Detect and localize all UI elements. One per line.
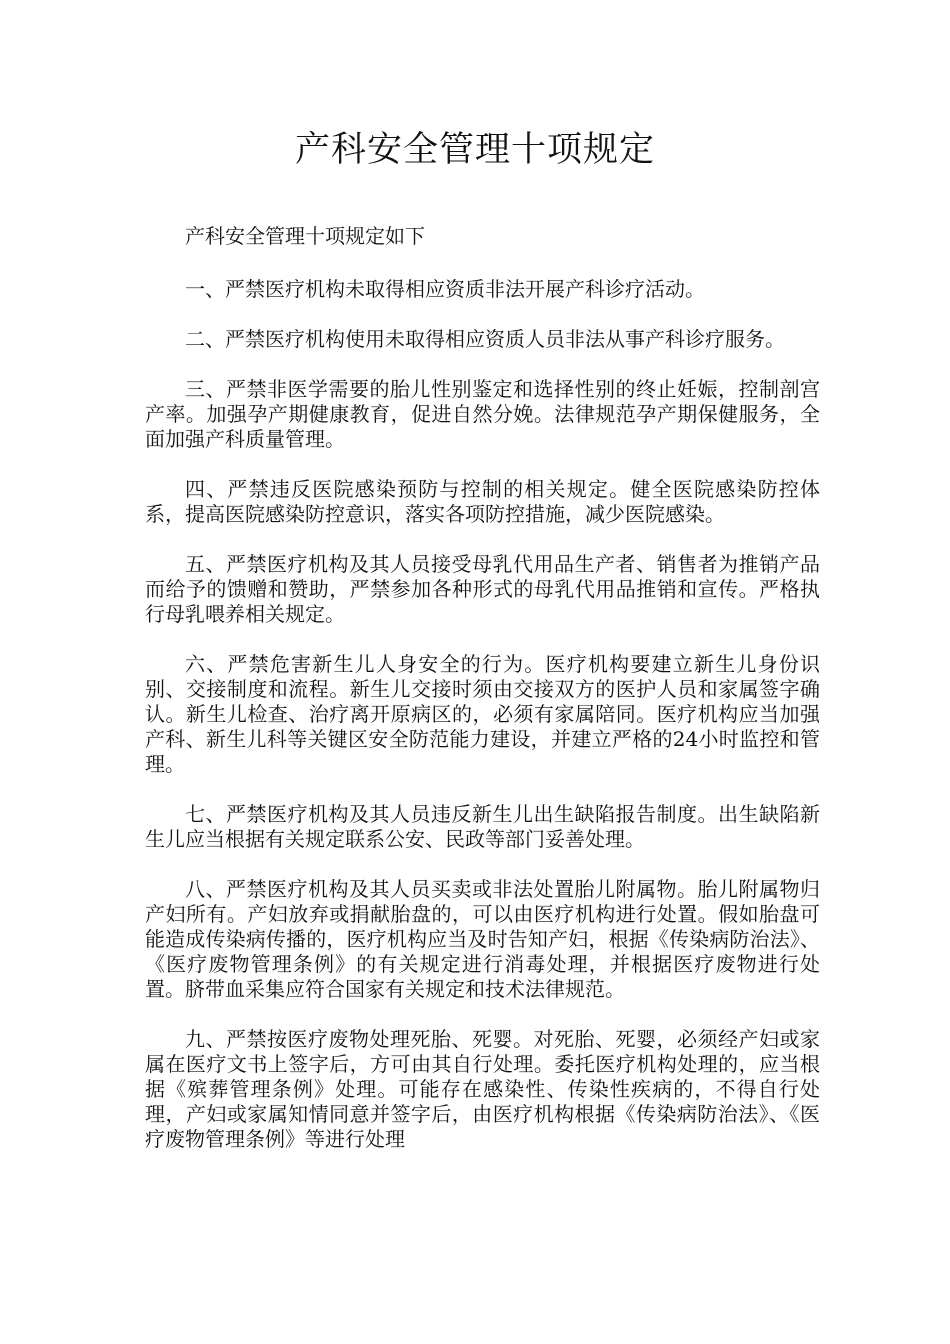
rule-paragraph-5: 五、严禁医疗机构及其人员接受母乳代用品生产者、销售者为推销产品而给予的馈赠和赞助，严禁参加各种形式的母乳代用品推销和宣传。严格执行母乳喂养相关规定。 bbox=[145, 552, 820, 626]
rule-paragraph-8: 八、严禁医疗机构及其人员买卖或非法处置胎儿附属物。胎儿附属物归产妇所有。产妇放弃或捐献胎盘的，可以由医疗机构进行处置。假如胎盘可能造成传染病传播的，医疗机构应当及时告知产妇，根据《传染病防治法》、《医疗废物管理条例》的有关规定进行消毒处理，并根据医疗废物进行处置。脐带血采集应符合国家有关规定和技术法律规范。 bbox=[145, 877, 820, 1001]
document-body bbox=[145, 224, 820, 1177]
intro-paragraph: 产科安全管理十项规定如下 bbox=[185, 224, 425, 248]
rule-paragraph-2: 二、严禁医疗机构使用未取得相应资质人员非法从事产科诊疗服务。 bbox=[185, 327, 785, 351]
rule-paragraph-4: 四、严禁违反医院感染预防与控制的相关规定。健全医院感染防控体系，提高医院感染防控意识，落实各项防控措施，减少医院感染。 bbox=[145, 477, 820, 526]
rule-paragraph-3: 三、严禁非医学需要的胎儿性别鉴定和选择性别的终止妊娠，控制剖宫产率。加强孕产期健康教育，促进自然分娩。法律规范孕产期保健服务，全面加强产科质量管理。 bbox=[145, 377, 820, 451]
rule-paragraph-6: 六、严禁危害新生儿人身安全的行为。医疗机构要建立新生儿身份识别、交接制度和流程。新生儿交接时须由交接双方的医护人员和家属签字确认。新生儿检查、治疗离开原病区的，必须有家属陪同。医疗机构应当加强产科、新生儿科等关键区安全防范能力建设，并建立严格的24小时监控和管理。 bbox=[145, 652, 820, 776]
rule-paragraph-1: 一、严禁医疗机构未取得相应资质非法开展产科诊疗活动。 bbox=[185, 277, 705, 301]
document-title: 产科安全管理十项规定 bbox=[294, 130, 655, 170]
rule-paragraph-9: 九、严禁按医疗废物处理死胎、死婴。对死胎、死婴，必须经产妇或家属在医疗文书上签字后，方可由其自行处理。委托医疗机构处理的，应当根据《殡葬管理条例》处理。可能存在感染性、传染性疾病的，不得自行处理，产妇或家属知情同意并签字后，由医疗机构根据《传染病防治法》、《医疗废物管理条例》等进行处理 bbox=[145, 1027, 820, 1151]
rule-paragraph-7: 七、严禁医疗机构及其人员违反新生儿出生缺陷报告制度。出生缺陷新生儿应当根据有关规定联系公安、民政等部门妥善处理。 bbox=[145, 802, 820, 851]
